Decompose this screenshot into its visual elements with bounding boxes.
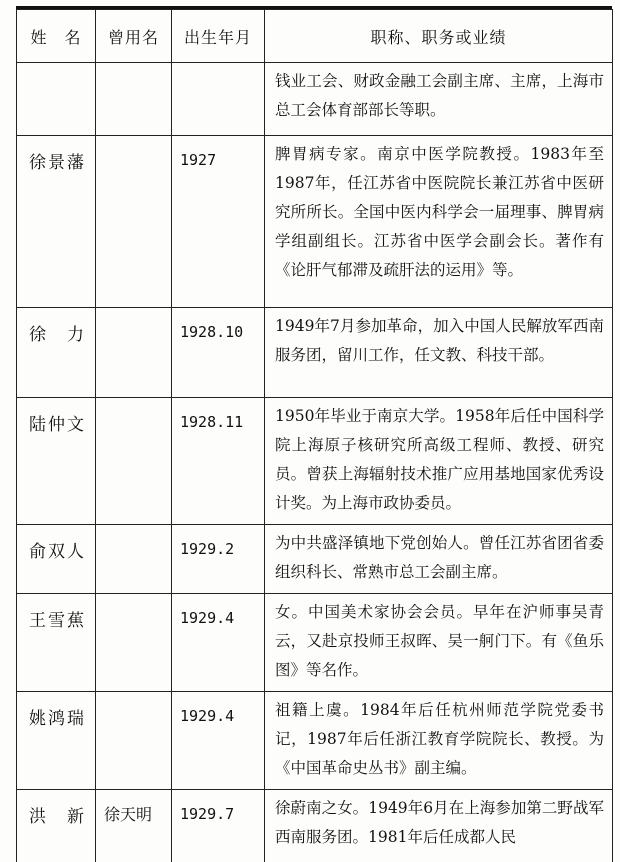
cell-birth: [172, 63, 265, 136]
cell-birth: 1928.10: [172, 308, 265, 398]
header-alias: 曾用名: [96, 10, 172, 63]
table-row: [17, 525, 613, 594]
cell-alias: 徐天明: [96, 790, 172, 862]
table-row: [17, 63, 613, 136]
cell-desc: 徐蔚南之女。1949年6月在上海参加第二野战军西南服务团。1981年后任成都人民: [265, 790, 613, 862]
cell-alias: [96, 692, 172, 790]
cell-desc: 为中共盛泽镇地下党创始人。曾任江苏省团省委组织科长、常熟市总工会副主席。: [265, 525, 613, 594]
cell-alias: [96, 136, 172, 308]
cell-name: 徐 力: [17, 308, 96, 398]
table-row: [17, 308, 613, 398]
cell-birth: 1929.7: [172, 790, 265, 862]
cell-desc: 1949年7月参加革命，加入中国人民解放军西南服务团，留川工作，任文教、科技干部。: [265, 308, 613, 398]
cell-desc: 钱业工会、财政金融工会副主席、主席，上海市总工会体育部部长等职。: [265, 63, 613, 136]
cell-name: [17, 63, 96, 136]
cell-birth: 1927: [172, 136, 265, 308]
table-row: [17, 594, 613, 692]
cell-alias: [96, 525, 172, 594]
cell-name: 徐景藩: [17, 136, 96, 308]
header-name: 姓 名: [17, 10, 96, 63]
table-row: [17, 398, 613, 525]
document-page: [16, 6, 612, 851]
cell-desc: 祖籍上虞。1984年后任杭州师范学院党委书记，1987年后任浙江教育学院院长、教授。为《中国革命史丛书》副主编。: [265, 692, 613, 790]
cell-name: 俞双人: [17, 525, 96, 594]
cell-birth: 1928.11: [172, 398, 265, 525]
biography-table: [16, 9, 613, 862]
cell-desc: 1950年毕业于南京大学。1958年后任中国科学院上海原子核研究所高级工程师、教授、研究员。曾获上海辐射技术推广应用基地国家优秀设计奖。为上海市政协委员。: [265, 398, 613, 525]
cell-desc: 女。中国美术家协会会员。早年在沪师事吴青云，又赴京投师王叔晖、吴一舸门下。有《鱼乐图》等名作。: [265, 594, 613, 692]
cell-alias: [96, 594, 172, 692]
header-desc: 职称、职务或业绩: [265, 10, 613, 63]
cell-birth: 1929.4: [172, 692, 265, 790]
cell-alias: [96, 63, 172, 136]
table-row: [17, 692, 613, 790]
cell-desc: 脾胃病专家。南京中医学院教授。1983年至1987年，任江苏省中医院院长兼江苏省中医研究所所长。全国中医内科学会一届理事、脾胃病学组副组长。江苏省中医学会副会长。著作有《论肝气郁滞及疏肝法的运用》等。: [265, 136, 613, 308]
cell-name: 洪 新: [17, 790, 96, 862]
table-row: [17, 136, 613, 308]
cell-birth: 1929.4: [172, 594, 265, 692]
cell-name: 姚鸿瑞: [17, 692, 96, 790]
header-row: [17, 10, 613, 63]
cell-alias: [96, 308, 172, 398]
cell-name: 陆仲文: [17, 398, 96, 525]
cell-birth: 1929.2: [172, 525, 265, 594]
cell-name: 王雪蕉: [17, 594, 96, 692]
header-birth: 出生年月: [172, 10, 265, 63]
cell-alias: [96, 398, 172, 525]
